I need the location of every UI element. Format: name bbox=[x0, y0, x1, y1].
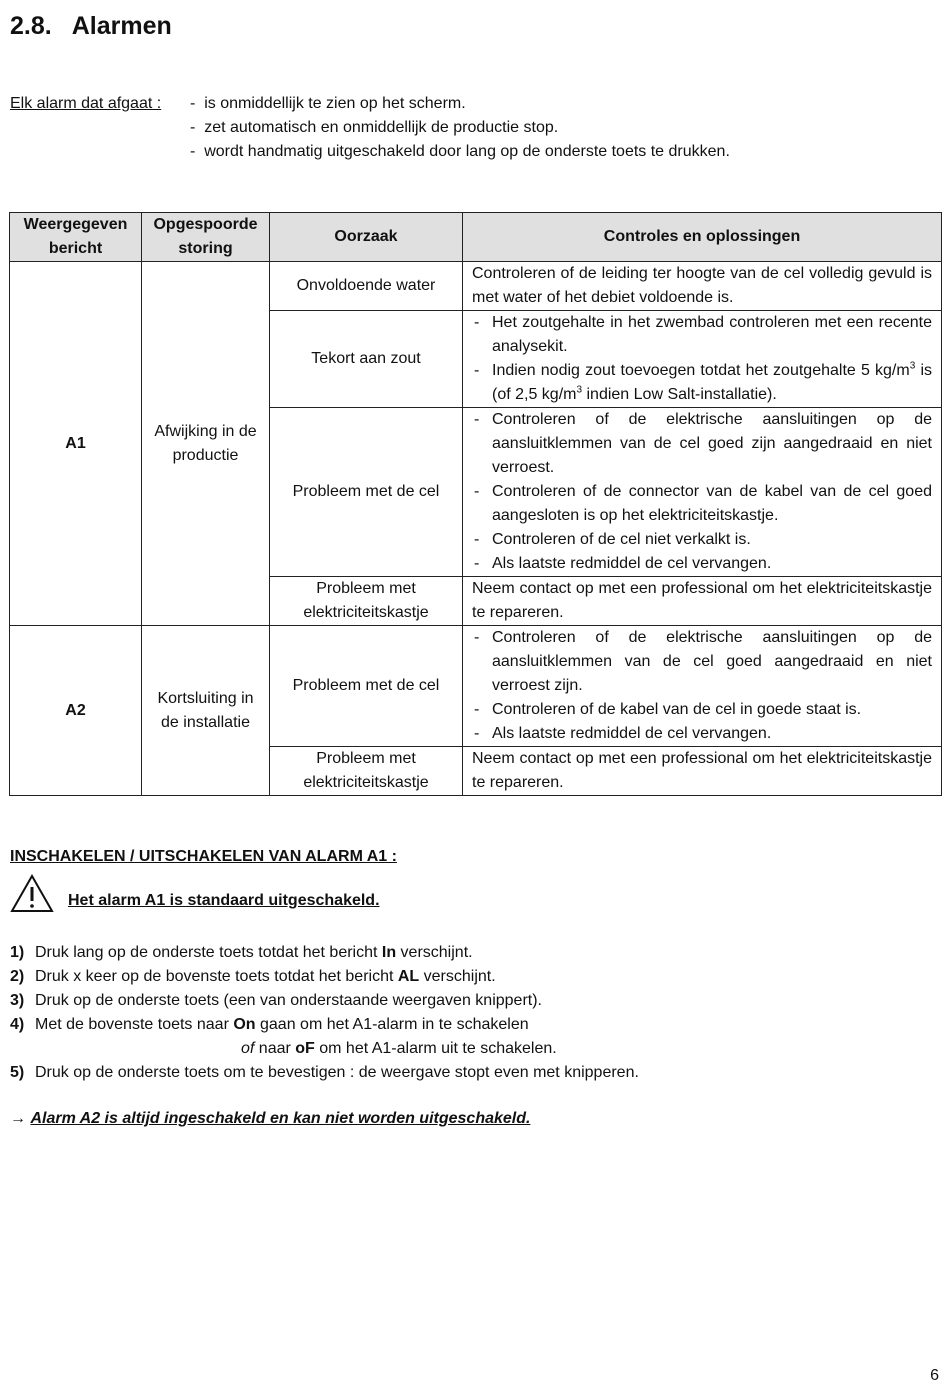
solution-item: - Als laatste redmiddel de cel vervangen. bbox=[472, 722, 932, 746]
section-heading bbox=[10, 12, 172, 41]
solution-box-a2: Neem contact op met een professional om het elektriciteitskastje te repareren. bbox=[463, 747, 942, 796]
solution-item: - Indien nodig zout toevoegen totdat het zoutgehalte 5 $kg/m^3$ is (of 2,5 $kg/m^3$ indien Low Salt-installatie). bbox=[472, 359, 932, 407]
solution-item: - Controleren of de elektrische aansluitingen op de aansluitklemmen van de cel goed aangedraaid en niet verroest zijn. bbox=[472, 626, 932, 698]
solution-item: - Controleren of de elektrische aansluitingen op de aansluitklemmen van de cel goed zijn aangedraaid en niet verroest. bbox=[472, 408, 932, 480]
cause-water: Onvoldoende water bbox=[270, 262, 463, 311]
steps-list bbox=[10, 941, 639, 1085]
section-number: 2.8. bbox=[10, 12, 52, 40]
table-row bbox=[10, 626, 942, 747]
warning-text: Het alarm A1 is standaard uitgeschakeld. bbox=[68, 892, 380, 909]
solution-item: - Als laatste redmiddel de cel vervangen. bbox=[472, 552, 932, 576]
cause-cell-a2: Probleem met de cel bbox=[270, 626, 463, 747]
cause-salt: Tekort aan zout bbox=[270, 311, 463, 408]
step-item: 3) Druk op de onderste toets (een van onderstaande weergaven knippert). bbox=[10, 992, 542, 1009]
header-cause: Oorzaak bbox=[270, 213, 463, 262]
arrow-icon: → bbox=[10, 1110, 26, 1127]
step-item: 4) Met de bovenste toets naar On gaan om het A1-alarm in te schakelen bbox=[10, 1016, 529, 1033]
solution-water: Controleren of de leiding ter hoogte van de cel volledig gevuld is met water of het debiet voldoende is. bbox=[463, 262, 942, 311]
solution-item: - Controleren of de kabel van de cel in goede staat is. bbox=[472, 698, 932, 722]
cause-cell-a1: Probleem met de cel bbox=[270, 408, 463, 577]
solution-item: - Controleren of de cel niet verkalkt is. bbox=[472, 528, 932, 552]
cause-box-a1: Probleem met elektriciteitskastje bbox=[270, 577, 463, 626]
alarm-code-a2: A2 bbox=[10, 626, 142, 796]
solution-item: - Het zoutgehalte in het zwembad controleren met een recente analysekit. bbox=[472, 311, 932, 359]
toggle-section-title: INSCHAKELEN / UITSCHAKELEN VAN ALARM A1 : bbox=[10, 848, 397, 865]
table-header-row bbox=[10, 213, 942, 262]
solution-cell-a2 bbox=[463, 626, 942, 747]
intro-item: - is onmiddellijk te zien op het scherm. bbox=[190, 95, 466, 112]
section-title: Alarmen bbox=[71, 12, 172, 40]
solution-salt bbox=[463, 311, 942, 408]
solution-box-a1: Neem contact op met een professional om het elektriciteitskastje te repareren. bbox=[463, 577, 942, 626]
fault-a2: Kortsluiting in de installatie bbox=[142, 626, 270, 796]
intro-item: - zet automatisch en onmiddellijk de productie stop. bbox=[190, 119, 559, 136]
header-message: Weergegeven bericht bbox=[10, 213, 142, 262]
intro-item: - wordt handmatig uitgeschakeld door lang op de onderste toets te drukken. bbox=[190, 143, 730, 160]
alarm-table bbox=[9, 212, 942, 796]
step-item: 2) Druk x keer op de bovenste toets totdat het bericht AL verschijnt. bbox=[10, 968, 496, 985]
header-solutions: Controles en oplossingen bbox=[463, 213, 942, 262]
final-note bbox=[10, 1107, 530, 1131]
solution-cell-a1 bbox=[463, 408, 942, 577]
page-number: 6 bbox=[930, 1367, 939, 1384]
step-item: 5) Druk op de onderste toets om te bevestigen : de weergave stopt even met knipperen. bbox=[10, 1064, 639, 1081]
solution-item: - Controleren of de connector van de kabel van de cel goed aangesloten is op het elektriciteitskastje. bbox=[472, 480, 932, 528]
intro-list bbox=[190, 92, 730, 164]
step-item-continuation: of naar oF om het A1-alarm uit te schakelen. bbox=[241, 1040, 557, 1057]
warning-triangle-icon bbox=[10, 873, 54, 913]
alarm-code-a1: A1 bbox=[10, 262, 142, 626]
final-note-text: Alarm A2 is altijd ingeschakeld en kan niet worden uitgeschakeld. bbox=[30, 1110, 531, 1127]
fault-a1: Afwijking in de productie bbox=[142, 262, 270, 626]
header-fault: Opgespoorde storing bbox=[142, 213, 270, 262]
warning-row bbox=[10, 873, 380, 913]
step-item: 1) Druk lang op de onderste toets totdat het bericht In verschijnt. bbox=[10, 944, 473, 961]
table-row bbox=[10, 262, 942, 311]
cause-box-a2: Probleem met elektriciteitskastje bbox=[270, 747, 463, 796]
intro-label: Elk alarm dat afgaat : bbox=[10, 95, 162, 112]
